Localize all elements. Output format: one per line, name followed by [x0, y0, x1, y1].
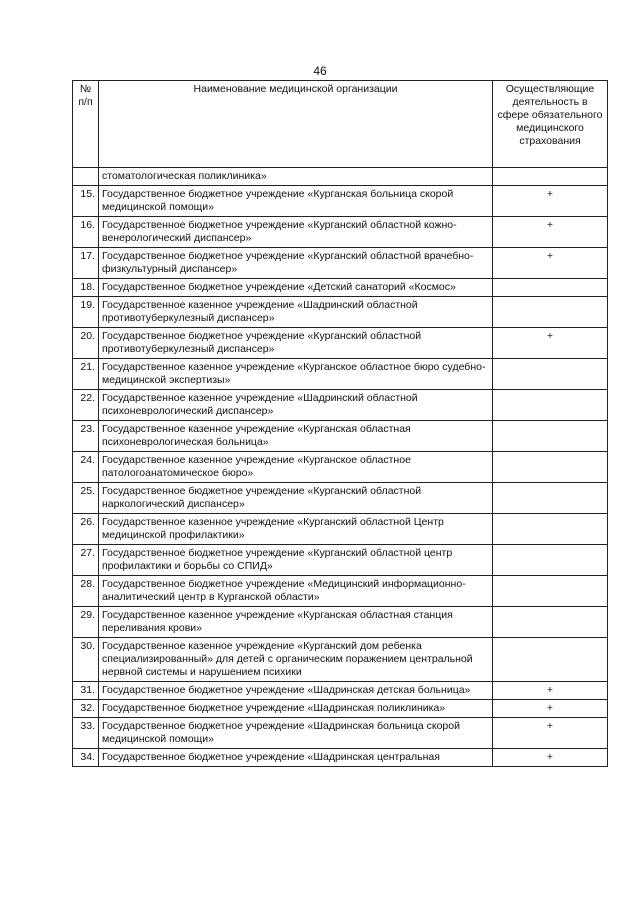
row-organization-name: Государственное бюджетное учреждение «Курганская больница скорой медицинской помощи» [99, 186, 493, 217]
row-oms-mark [493, 607, 608, 638]
table-row [73, 718, 608, 749]
row-organization-name: Государственное бюджетное учреждение «Детский санаторий «Космос» [99, 279, 493, 297]
row-number: 32. [73, 700, 99, 718]
row-number: 27. [73, 545, 99, 576]
row-organization-name: Государственное казенное учреждение «Курганская областная станция переливания крови» [99, 607, 493, 638]
row-number: 23. [73, 421, 99, 452]
row-oms-mark: + [493, 700, 608, 718]
row-number: 31. [73, 682, 99, 700]
header-number: № п/п [73, 81, 99, 168]
row-number: 18. [73, 279, 99, 297]
row-oms-mark: + [493, 328, 608, 359]
row-organization-name: Государственное казенное учреждение «Курганское областное бюро судебно-медицинской экспертизы» [99, 359, 493, 390]
row-number: 25. [73, 483, 99, 514]
row-organization-name: Государственное бюджетное учреждение «Курганский областной противотуберкулезный диспансер» [99, 328, 493, 359]
header-oms-activity: Осуществляющие деятельность в сфере обязательного медицинского страхования [493, 81, 608, 168]
row-oms-mark [493, 545, 608, 576]
page-number: 46 [313, 64, 327, 78]
row-oms-mark: + [493, 186, 608, 217]
table-row [73, 421, 608, 452]
row-number: 20. [73, 328, 99, 359]
table-row [73, 514, 608, 545]
row-oms-mark [493, 168, 608, 186]
row-number: 29. [73, 607, 99, 638]
row-organization-name: Государственное казенное учреждение «Курганский дом ребенка специализированный» для детей с органическим поражением центральной нервной системы и нарушением психики [99, 638, 493, 682]
row-oms-mark [493, 483, 608, 514]
row-number: 33. [73, 718, 99, 749]
row-oms-mark [493, 576, 608, 607]
table-row [73, 328, 608, 359]
row-oms-mark [493, 359, 608, 390]
row-oms-mark [493, 390, 608, 421]
table-row [73, 186, 608, 217]
row-organization-name: Государственное бюджетное учреждение «Курганский областной центр профилактики и борьбы со СПИД» [99, 545, 493, 576]
row-oms-mark: + [493, 718, 608, 749]
row-number: 22. [73, 390, 99, 421]
row-number: 21. [73, 359, 99, 390]
row-oms-mark [493, 452, 608, 483]
table-row [73, 168, 608, 186]
row-organization-name: Государственное бюджетное учреждение «Курганский областной наркологический диспансер» [99, 483, 493, 514]
row-organization-name: стоматологическая поликлиника» [99, 168, 493, 186]
row-organization-name: Государственное казенное учреждение «Шадринский областной противотуберкулезный диспансер» [99, 297, 493, 328]
header-organization-name: Наименование медицинской организации [99, 81, 493, 168]
row-oms-mark: + [493, 217, 608, 248]
row-number: 28. [73, 576, 99, 607]
row-organization-name: Государственное бюджетное учреждение «Курганский областной врачебно-физкультурный диспансер» [99, 248, 493, 279]
row-organization-name: Государственное бюджетное учреждение «Медицинский информационно-аналитический центр в Курганской области» [99, 576, 493, 607]
table-row [73, 638, 608, 682]
row-number: 15. [73, 186, 99, 217]
table-row [73, 545, 608, 576]
row-organization-name: Государственное казенное учреждение «Курганский областной Центр медицинской профилактики» [99, 514, 493, 545]
row-oms-mark [493, 279, 608, 297]
row-organization-name: Государственное казенное учреждение «Курганское областное патологоанатомическое бюро» [99, 452, 493, 483]
row-organization-name: Государственное бюджетное учреждение «Шадринская больница скорой медицинской помощи» [99, 718, 493, 749]
table-row [73, 217, 608, 248]
table-row [73, 700, 608, 718]
table-row [73, 682, 608, 700]
row-organization-name: Государственное казенное учреждение «Шадринский областной психоневрологический диспансер» [99, 390, 493, 421]
table-row [73, 483, 608, 514]
row-number: 34. [73, 749, 99, 767]
table-row [73, 279, 608, 297]
row-number [73, 168, 99, 186]
row-number: 24. [73, 452, 99, 483]
row-organization-name: Государственное бюджетное учреждение «Шадринская поликлиника» [99, 700, 493, 718]
row-organization-name: Государственное бюджетное учреждение «Курганский областной кожно-венерологический диспансер» [99, 217, 493, 248]
table-row [73, 452, 608, 483]
table-row [73, 390, 608, 421]
organizations-table [72, 80, 608, 767]
row-oms-mark: + [493, 248, 608, 279]
row-organization-name: Государственное казенное учреждение «Курганская областная психоневрологическая больница» [99, 421, 493, 452]
row-oms-mark [493, 638, 608, 682]
table-row [73, 248, 608, 279]
row-oms-mark [493, 421, 608, 452]
table-header-row [73, 81, 608, 168]
table-row [73, 576, 608, 607]
table-row [73, 607, 608, 638]
row-oms-mark [493, 514, 608, 545]
table-row [73, 749, 608, 767]
table-row [73, 359, 608, 390]
row-number: 19. [73, 297, 99, 328]
row-number: 17. [73, 248, 99, 279]
table-row [73, 297, 608, 328]
row-oms-mark: + [493, 749, 608, 767]
row-organization-name: Государственное бюджетное учреждение «Шадринская детская больница» [99, 682, 493, 700]
row-number: 26. [73, 514, 99, 545]
row-number: 16. [73, 217, 99, 248]
row-oms-mark [493, 297, 608, 328]
row-organization-name: Государственное бюджетное учреждение «Шадринская центральная [99, 749, 493, 767]
row-number: 30. [73, 638, 99, 682]
row-oms-mark: + [493, 682, 608, 700]
